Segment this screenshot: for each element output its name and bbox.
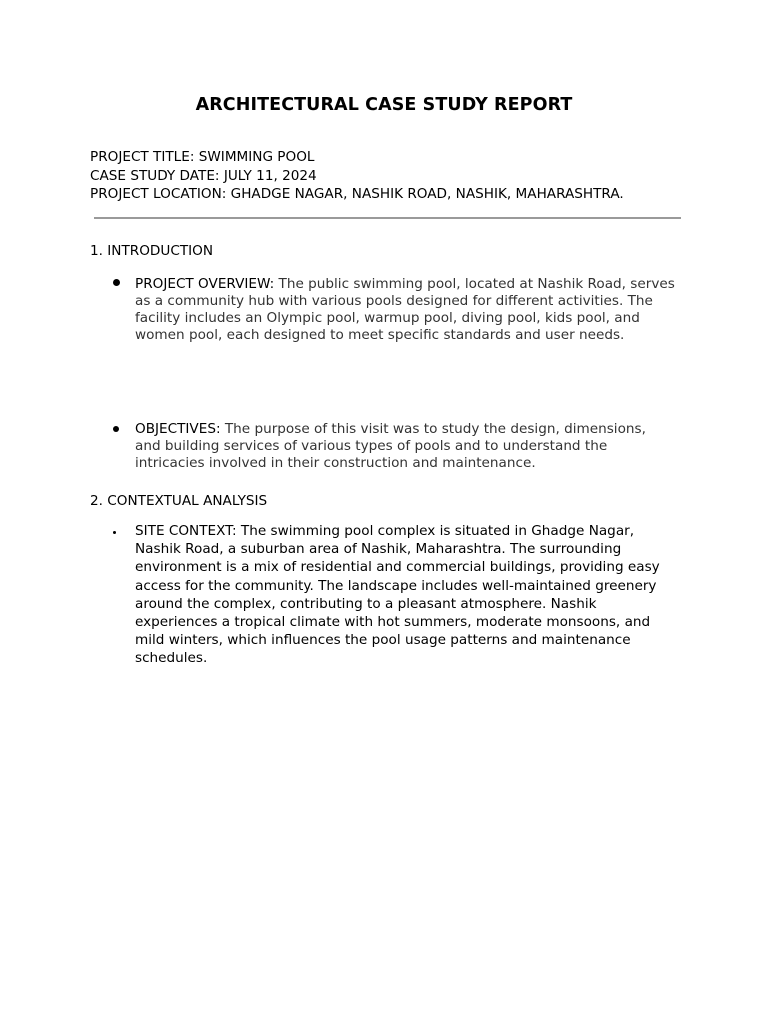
bullet-lead: OBJECTIVES: (135, 421, 221, 437)
project-location-line: PROJECT LOCATION: GHADGE NAGAR, NASHIK ROAD, NASHIK, MAHARASHTRA. (90, 186, 624, 202)
section-heading-introduction: 1. INTRODUCTION (90, 243, 214, 259)
bullet-icon (113, 531, 116, 534)
bullet-project-overview (135, 276, 675, 344)
case-study-date-line: CASE STUDY DATE: JULY 11, 2024 (90, 167, 317, 184)
bullet-lead: PROJECT OVERVIEW: (135, 276, 275, 292)
project-meta (90, 148, 624, 204)
report-title: ARCHITECTURAL CASE STUDY REPORT (195, 95, 573, 115)
section-heading-contextual-analysis: 2. CONTEXTUAL ANALYSIS (90, 493, 268, 509)
bullet-text: The purpose of this visit was to study the design, dimensions, and building services of various types of pools and to understand the intricacies involved in their construction and maintenance. (135, 421, 646, 471)
bullet-icon (113, 426, 119, 432)
bullet-lead: SITE CONTEXT: (135, 523, 237, 539)
bullet-site-context (135, 522, 675, 668)
project-title-line: PROJECT TITLE: SWIMMING POOL (90, 149, 315, 165)
horizontal-divider (94, 217, 681, 219)
bullet-objectives (135, 421, 675, 472)
bullet-icon (113, 279, 120, 286)
bullet-text: The public swimming pool, located at Nashik Road, serves as a community hub with various pools designed for different activities. The facility includes an Olympic pool, warmup pool, diving pool, kids pool, and women pool, each designed to meet specific standards and user needs. (135, 276, 675, 343)
bullet-text: The swimming pool complex is situated in Ghadge Nagar, Nashik Road, a suburban area of Nashik, Maharashtra. The surrounding environment is a mix of residential and commercial buildings, providing easy access for the community. The landscape includes well-maintained greenery around the complex, contributing to a pleasant atmosphere. Nashik experiences a tropical climate with hot summers, moderate monsoons, and mild winters, which influences the pool usage patterns and maintenance schedules. (135, 523, 660, 667)
